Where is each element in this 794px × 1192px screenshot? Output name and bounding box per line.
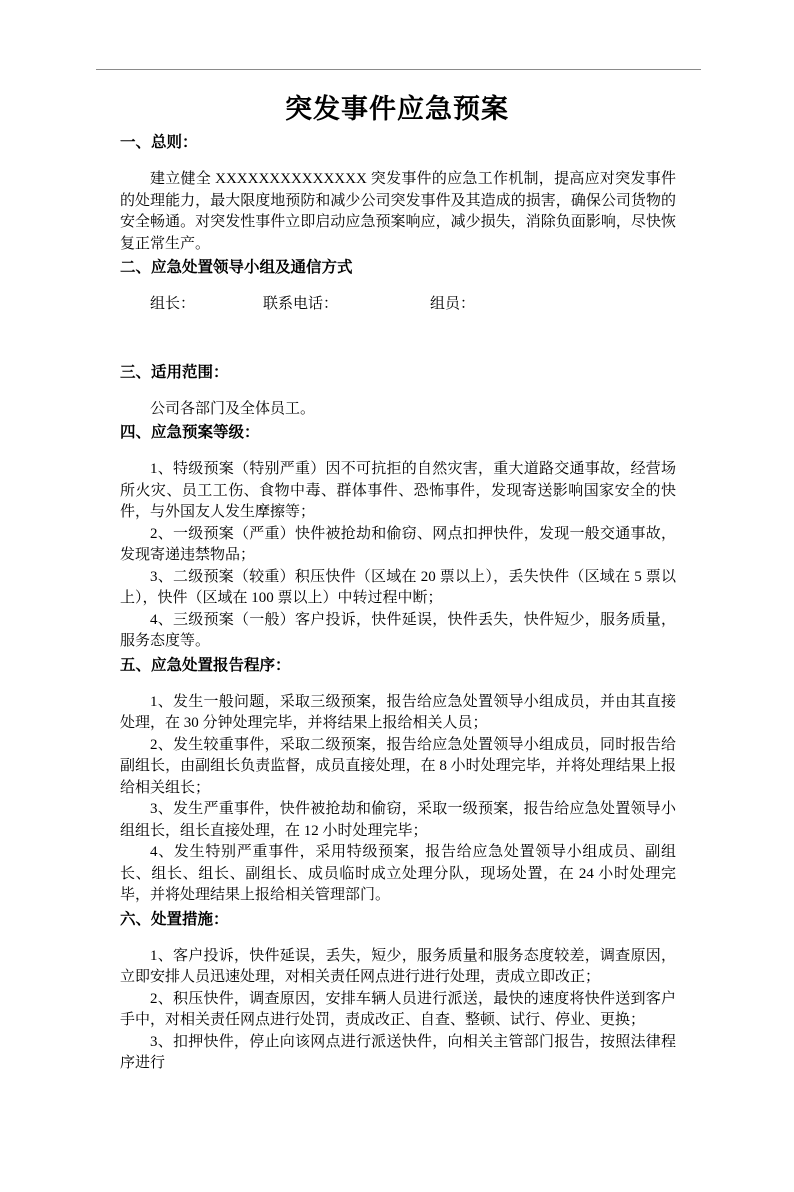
list-item: 3、发生严重事件，快件被抢劫和偷窃，采取一级预案，报告给应急处置领导小组组长，组长直接处理，在 12 小时处理完毕； [120,801,676,839]
list-item: 1、特级预案（特别严重）因不可抗拒的自然灾害，重大道路交通事故，经营场所火灾、员工工伤、食物中毒、群体事件、恐怖事件，发现寄送影响国家安全的快件，与外国友人发生摩擦等； [120,461,676,520]
document-title: 突发事件应急预案 [285,94,509,124]
section-heading: 六、处置措施： [120,910,229,928]
section-heading: 三、适用范围： [120,363,229,381]
contact-fields-row [120,294,676,316]
list-item: 3、二级预案（较重）积压快件（区域在 20 票以上），丢失快件（区域在 5 票以上），快件（区域在 100 票以上）中转过程中断； [120,568,676,606]
list-item: 3、扣押快件，停止向该网点进行派送快件，向相关主管部门报告，按照法律程序进行 [120,1033,676,1071]
section-report-procedure [120,655,676,907]
list-item: 4、发生特别严重事件，采用特级预案，报告给应急处置领导小组成员、副组长、组长、组长、副组长、成员临时成立处理分队，现场处置，在 24 小时处理完毕，并将处理结果上报给相关管理部门。 [120,844,676,903]
list-item: 2、积压快件，调查原因，安排车辆人员进行派送，最快的速度将快件送到客户手中，对相关责任网点进行处罚，责成改正、自查、整顿、试行、停业、更换； [120,990,676,1028]
paragraph: 建立健全 XXXXXXXXXXXXXX 突发事件的应急工作机制，提高应对突发事件的处理能力，最大限度地预防和减少公司突发事件及其造成的损害，确保公司货物的安全畅通。对突发性事件立即启动应急预案响应，减少损失，消除负面影响，尽快恢复正常生产。 [120,171,676,252]
header-rule [96,69,701,70]
list-item: 1、发生一般问题，采取三级预案，报告给应急处置领导小组成员，并由其直接处理，在 30 分钟处理完毕，并将结果上报给相关人员； [120,693,676,731]
section-general-rules [120,132,676,255]
field-label-members: 组员： [430,296,476,312]
field-label-phone: 联系电话： [263,296,339,312]
paragraph: 公司各部门及全体员工。 [150,400,316,417]
list-item: 2、发生较重事件，采取二级预案，报告给应急处置领导小组成员，同时报告给副组长，由副组长负责监督，成员直接处理，在 8 小时处理完毕，并将处理结果上报给相关组长； [120,736,676,796]
list-item: 2、一级预案（严重）快件被抢劫和偷窃、网点扣押快件，发现一般交通事故，发现寄递违禁物品； [120,525,676,563]
section-scope [120,362,676,421]
list-item: 1、客户投诉，快件延误，丢失，短少，服务质量和服务态度较差，调查原因，立即安排人员迅速处理，对相关责任网点进行进行处理，责成立即改正； [120,947,676,985]
section-disposal-measures [120,909,676,1075]
section-heading: 四、应急预案等级： [120,424,260,441]
section-heading: 二、应急处置领导小组及通信方式 [120,259,353,276]
field-label-leader: 组长： [150,296,196,312]
section-plan-levels [120,422,676,653]
list-item: 4、三级预案（一般）客户投诉，快件延误，快件丢失，快件短少，服务质量，服务态度等。 [120,611,676,649]
section-heading: 一、总则： [120,134,198,151]
document-body [0,132,794,1075]
section-leadership-group [120,257,676,316]
section-heading: 五、应急处置报告程序： [120,656,291,674]
